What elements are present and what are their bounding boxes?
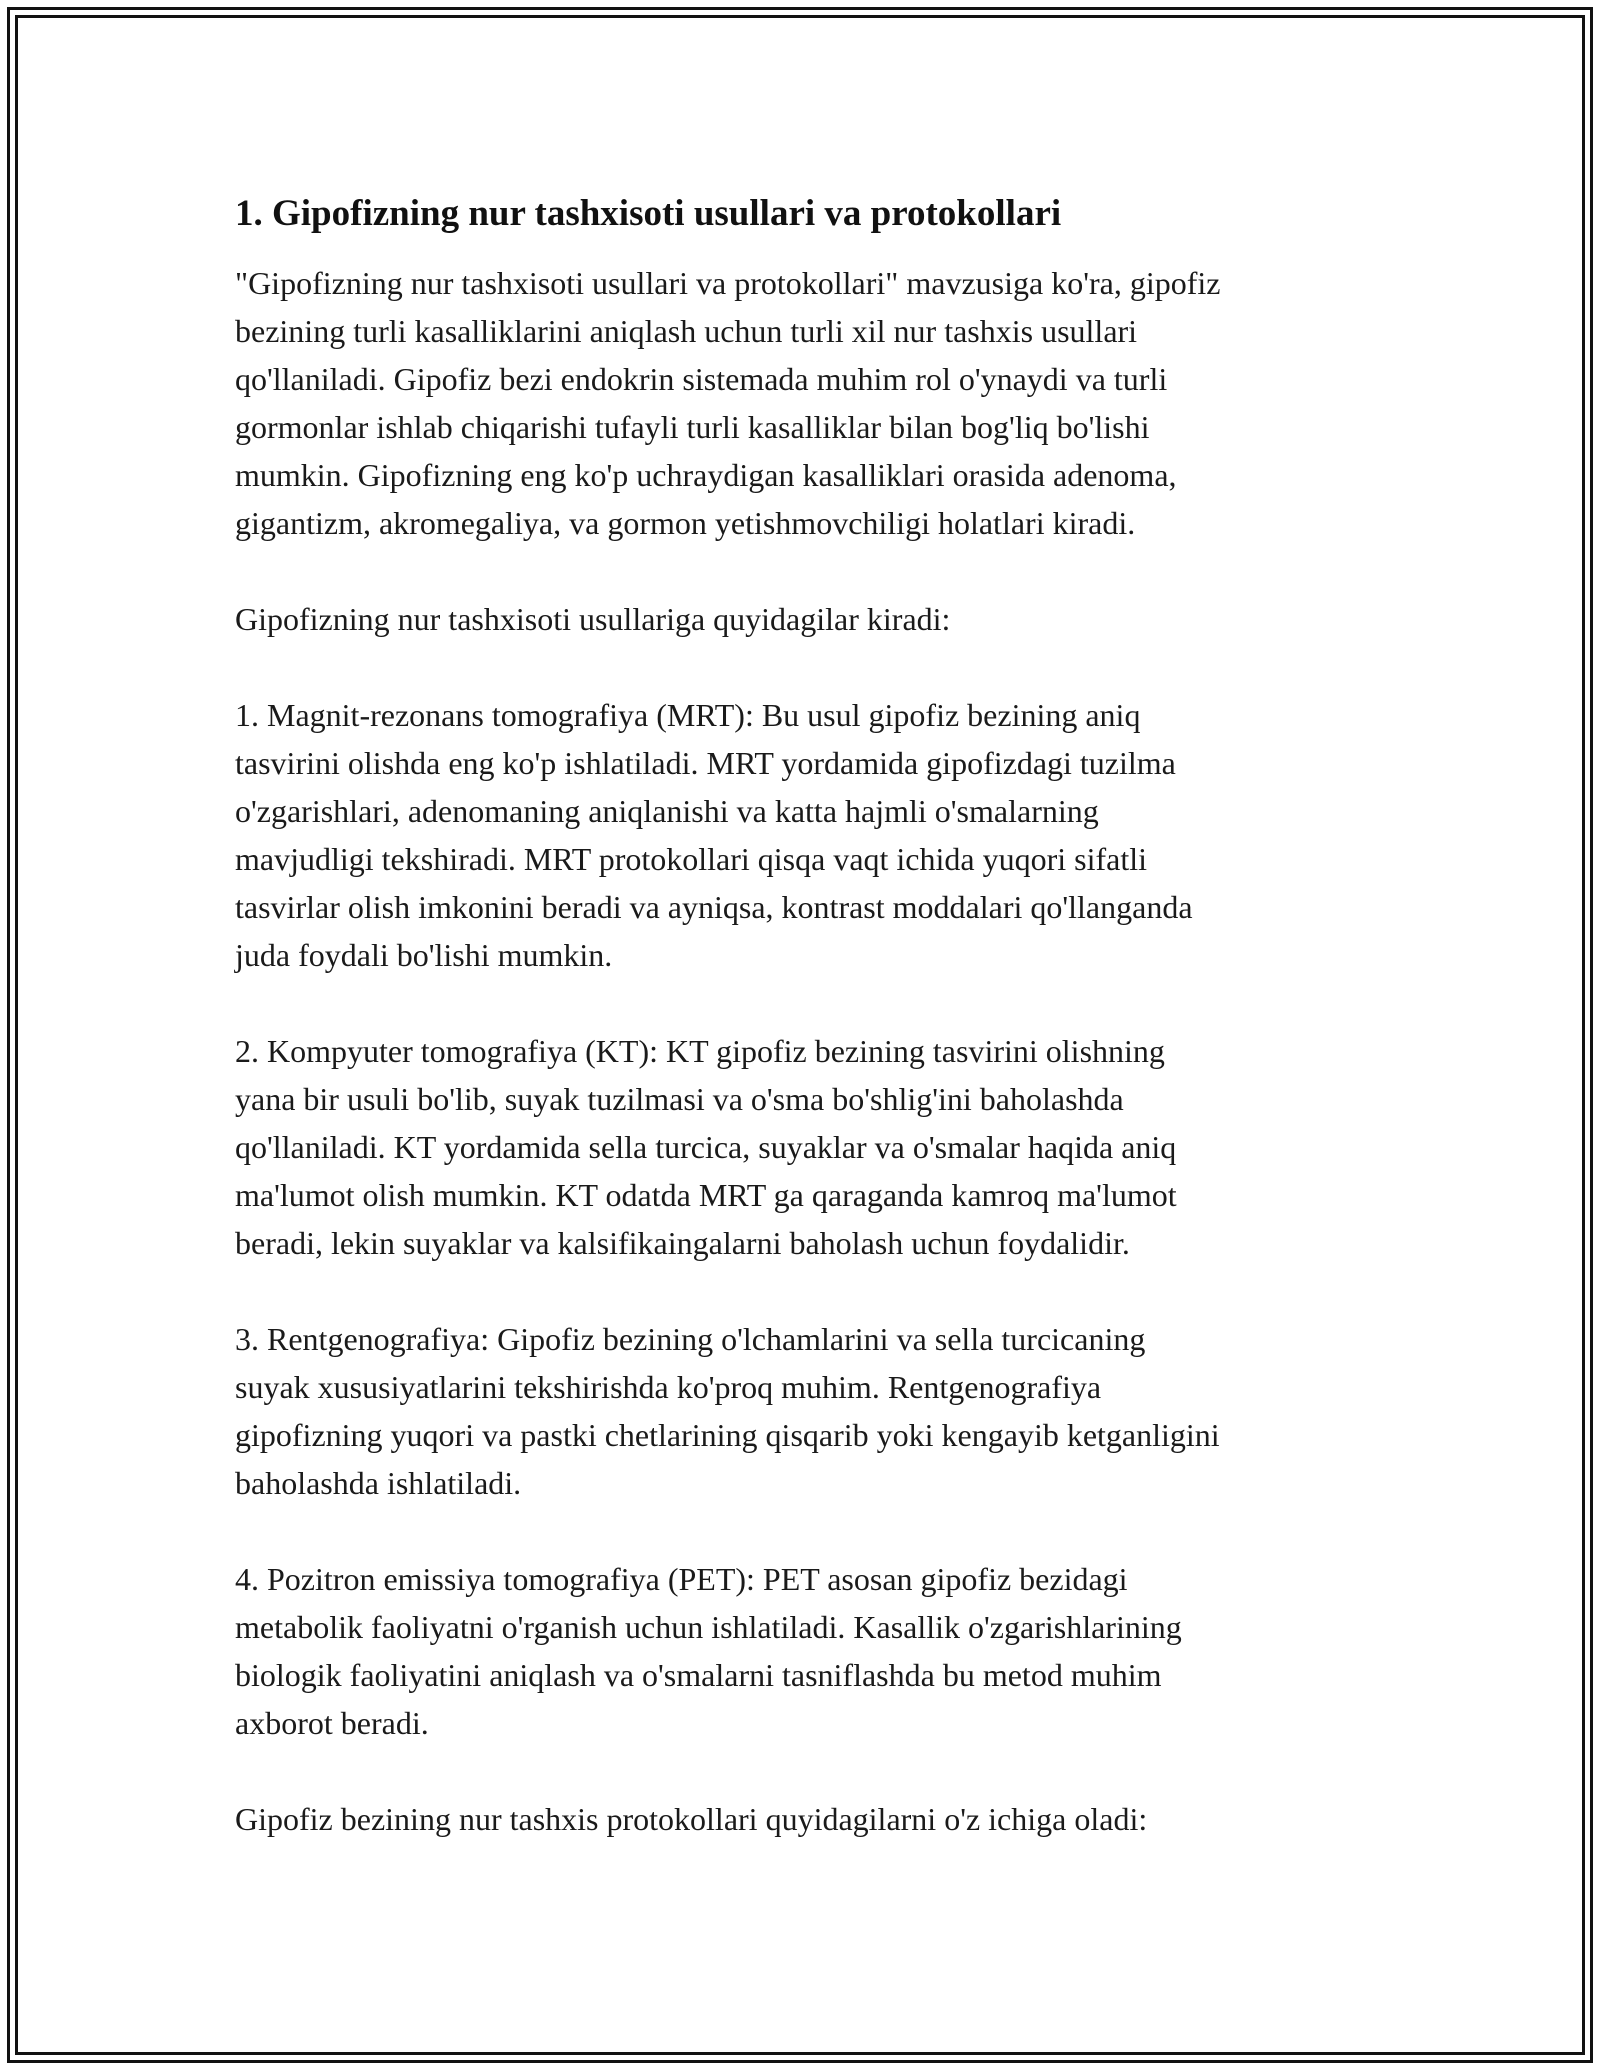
methods-lead-paragraph: Gipofizning nur tashxisoti usullariga quyidagilar kiradi: — [235, 601, 951, 637]
method-pet-paragraph: 4. Pozitron emissiya tomografiya (PET): PET asosan gipofiz bezidagi metabolik faoliyatni o'rganish uchun ishlatiladi. Kasallik o'zgarishlarining biologik faoliyatini aniqlash va o'smalarni tasniflashda bu metod muhim axborot beradi. — [235, 1561, 1182, 1741]
method-xray-paragraph: 3. Rentgenografiya: Gipofiz bezining o'lchamlarini va sella turcicaning suyak xususiyatlarini tekshirishda ko'proq muhim. Rentgenografiya gipofizning yuqori va pastki chetlarining qisqarib yoki kengayib ketganligini baholashda ishlatiladi. — [235, 1321, 1220, 1501]
method-kt-paragraph: 2. Kompyuter tomografiya (KT): KT gipofiz bezining tasvirini olishning yana bir usuli bo'lib, suyak tuzilmasi va o'sma bo'shlig'ini baholashda qo'llaniladi. KT yordamida sella turcica, suyaklar va o'smalar haqida aniq ma'lumot olish mumkin. KT odatda MRT ga qaraganda kamroq ma'lumot beradi, lekin suyaklar va kalsifikaingalarni baholash uchun foydalidir. — [235, 1033, 1177, 1261]
intro-paragraph: "Gipofizning nur tashxisoti usullari va protokollari" mavzusiga ko'ra, gipofiz bezining turli kasalliklarini aniqlash uchun turli xil nur tashxis usullari qo'llaniladi. Gipofiz bezi endokrin sistemada muhim rol o'ynaydi va turli gormonlar ishlab chiqarishi tufayli turli kasalliklar bilan bog'liq bo'lishi mumkin. Gipofizning eng ko'p uchraydigan kasalliklari orasida adenoma, gigantizm, akromegaliya, va gormon yetishmovchiligi holatlari kiradi. — [235, 265, 1221, 541]
method-mrt-paragraph: 1. Magnit-rezonans tomografiya (MRT): Bu usul gipofiz bezining aniq tasvirini olishda eng ko'p ishlatiladi. MRT yordamida gipofizdagi tuzilma o'zgarishlari, adenomaning aniqlanishi va katta hajmli o'smalarning mavjudligi tekshiradi. MRT protokollari qisqa vaqt ichida yuqori sifatli tasvirlar olish imkonini beradi va ayniqsa, kontrast moddalari qo'llanganda juda foydali bo'lishi mumkin. — [235, 697, 1193, 973]
section-heading: 1. Gipofizning nur tashxisoti usullari va protokollari — [235, 193, 1062, 234]
protocols-lead-paragraph: Gipofiz bezining nur tashxis protokollari quyidagilarni o'z ichiga oladi: — [235, 1801, 1148, 1837]
document-body — [235, 186, 1375, 1891]
